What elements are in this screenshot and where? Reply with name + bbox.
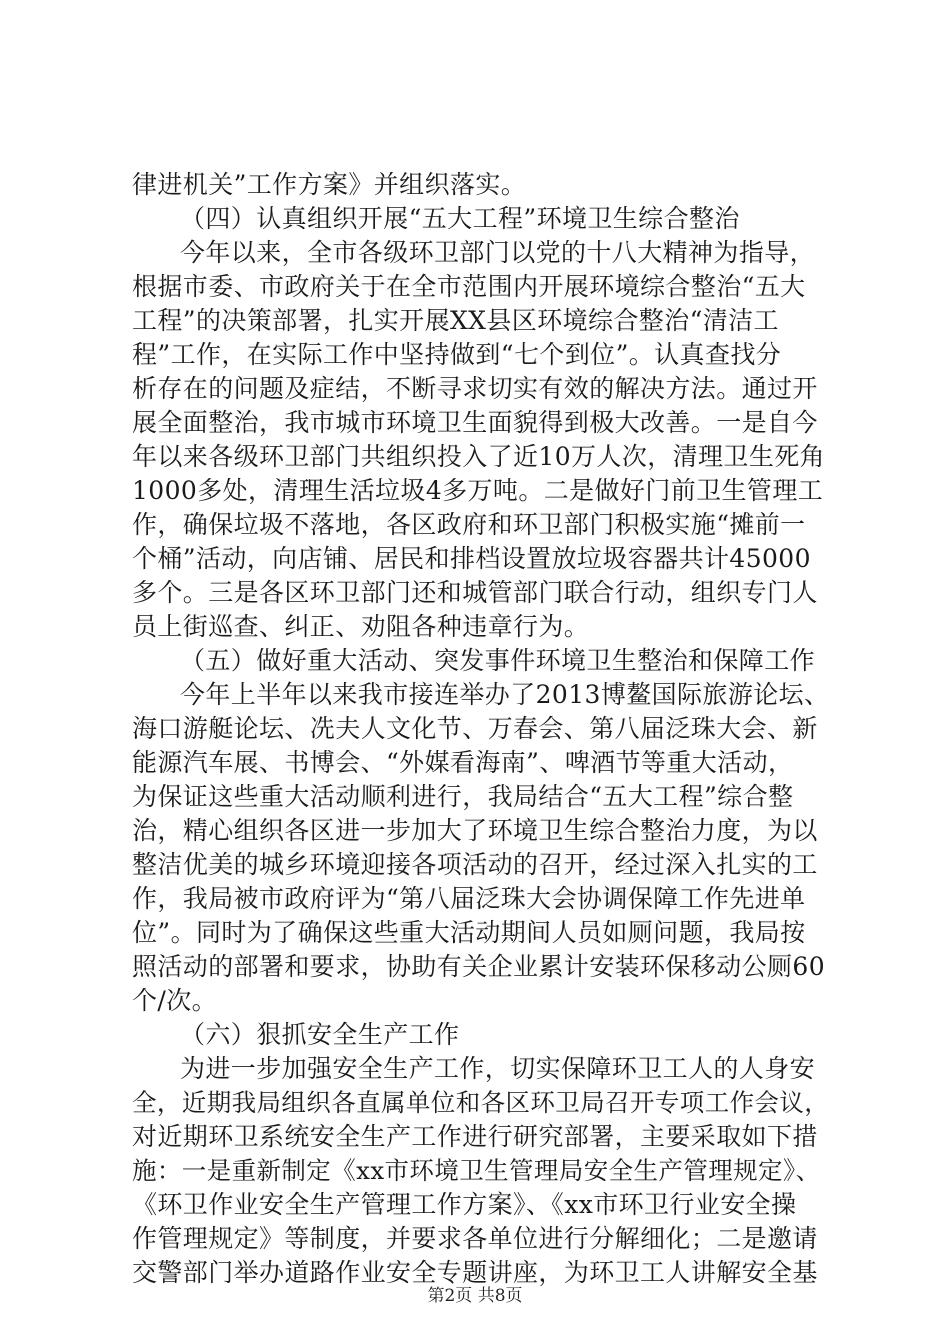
text-line: 全，近期我局组织各直属单位和各区环卫局召开专项工作会议， xyxy=(132,1088,830,1117)
text-line: 今年以来，全市各级环卫部门以党的十八大精神为指导， xyxy=(180,238,816,267)
text-line: 整洁优美的城乡环境迎接各项活动的召开，经过深入扎实的工 xyxy=(132,850,818,879)
page-number: 第2页 共8页 xyxy=(427,1286,523,1306)
text-line: 工程”的决策部署，扎实开展XX县区环境综合整治“清洁工 xyxy=(132,306,779,335)
text-line: 员上街巡查、纠正、劝阻各种违章行为。 xyxy=(132,612,590,641)
section-heading-4: （四）认真组织开展“五大工程”环境卫生综合整治 xyxy=(180,204,740,233)
section-heading-6: （六）狠抓安全生产工作 xyxy=(180,1020,460,1049)
section-heading-5: （五）做好重大活动、突发事件环境卫生整治和保障工作 xyxy=(180,646,816,675)
text-line: 程”工作，在实际工作中坚持做到“七个到位”。认真查找分 xyxy=(132,340,782,369)
text-line: 作，确保垃圾不落地，各区政府和环卫部门积极实施“摊前一 xyxy=(132,510,806,539)
document-body xyxy=(132,168,832,1290)
text-line: 个/次。 xyxy=(132,986,218,1015)
text-line: 交警部门举办道路作业安全专题讲座，为环卫工人讲解安全基 xyxy=(132,1258,818,1287)
text-line: 多个。三是各区环卫部门还和城管部门联合行动，组织专门人 xyxy=(132,578,818,607)
text-line: 年以来各级环卫部门共组织投入了近10万人次，清理卫生死角 xyxy=(132,442,826,471)
text-line: 海口游艇论坛、冼夫人文化节、万春会、第八届泛珠大会、新 xyxy=(132,714,818,743)
text-line: 析存在的问题及症结，不断寻求切实有效的解决方法。通过开 xyxy=(132,374,818,403)
text-line: 根据市委、市政府关于在全市范围内开展环境综合整治“五大 xyxy=(132,272,806,301)
text-line: 为进一步加强安全生产工作，切实保障环卫工人的人身安 xyxy=(180,1054,816,1083)
text-line: 治，精心组织各区进一步加大了环境卫生综合整治力度，为以 xyxy=(132,816,818,845)
text-line: 《环卫作业安全生产管理工作方案》、《xx市环卫行业安全操 xyxy=(132,1190,797,1219)
text-line: 能源汽车展、书博会、“外媒看海南”、啤酒节等重大活动， xyxy=(132,748,794,777)
text-line: 作管理规定》等制度，并要求各单位进行分解细化；二是邀请 xyxy=(132,1224,818,1253)
text-line: 作，我局被市政府评为“第八届泛珠大会协调保障工作先进单 xyxy=(132,884,806,913)
text-line: 为保证这些重大活动顺利进行，我局结合“五大工程”综合整 xyxy=(132,782,794,811)
text-line: 个桶”活动，向店铺、居民和排档设置放垃圾容器共计45000 xyxy=(132,544,811,573)
text-line: 展全面整治，我市城市环境卫生面貌得到极大改善。一是自今 xyxy=(132,408,818,437)
text-line: 今年上半年以来我市接连举办了2013博鳌国际旅游论坛、 xyxy=(180,680,830,709)
text-line: 照活动的部署和要求，协助有关企业累计安装环保移动公厕60 xyxy=(132,952,826,981)
text-line: 位”。同时为了确保这些重大活动期间人员如厕问题，我局按 xyxy=(132,918,806,947)
text-line: 1000多处，清理生活垃圾4多万吨。二是做好门前卫生管理工 xyxy=(132,476,824,505)
text-line: 律进机关”工作方案》并组织落实。 xyxy=(132,170,527,199)
text-line: 对近期环卫系统安全生产工作进行研究部署，主要采取如下措 xyxy=(132,1122,818,1151)
text-line: 施：一是重新制定《xx市环境卫生管理局安全生产管理规定》、 xyxy=(132,1156,821,1185)
